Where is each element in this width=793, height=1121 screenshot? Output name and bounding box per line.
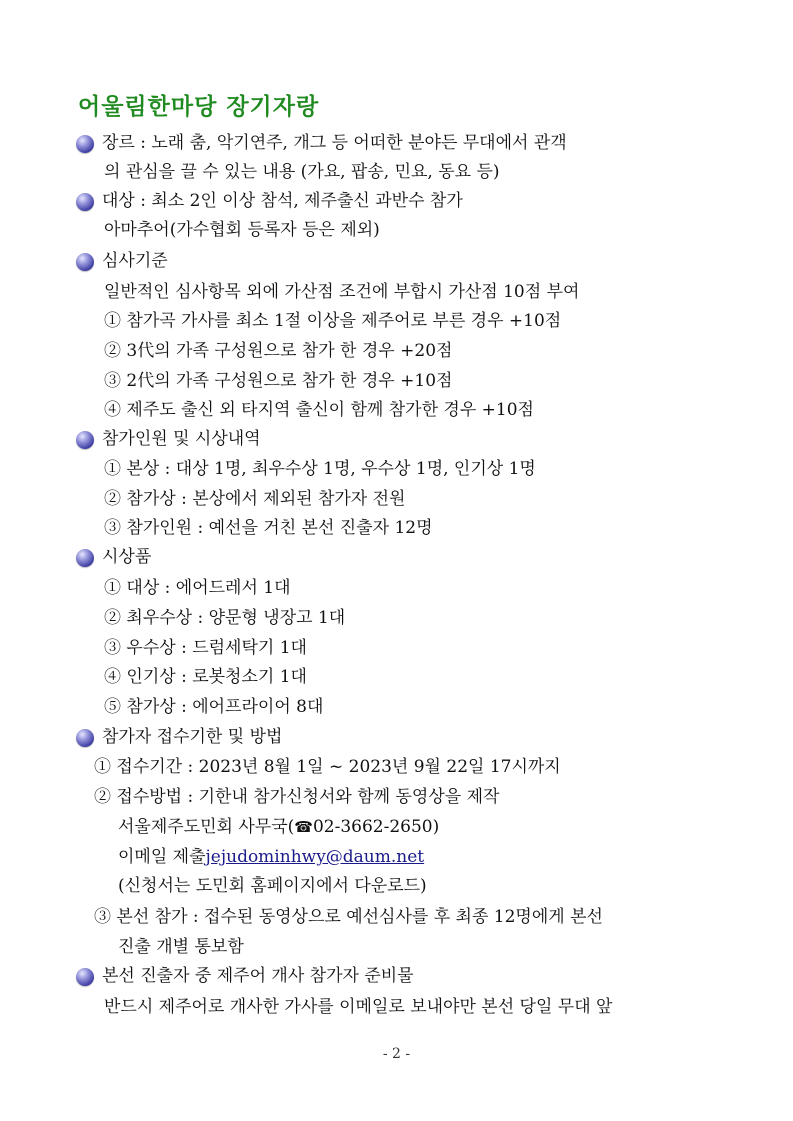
bullet-icon [76, 968, 94, 986]
text-line: ① 대상 : 에어드레서 1대 [104, 578, 291, 598]
text-line-email [118, 845, 424, 869]
text-line: 아마추어(가수협회 등록자 등은 제외) [104, 220, 380, 240]
text-line: ③ 우수상 : 드럼세탁기 1대 [104, 638, 307, 658]
text-line: 대상 : 최소 2인 이상 참석, 제주출신 과반수 참가 [102, 191, 463, 211]
email-link[interactable]: jejudominhwy@daum.net [205, 847, 425, 867]
page-number: - 2 - [382, 1046, 411, 1062]
text-line: 참가자 접수기한 및 방법 [102, 727, 283, 747]
text-line: ② 최우수상 : 양문형 냉장고 1대 [104, 608, 346, 628]
bullet-icon [76, 549, 94, 567]
text-line: ① 본상 : 대상 1명, 최우수상 1명, 우수상 1명, 인기상 1명 [104, 459, 536, 479]
text-line: 의 관심을 끌 수 있는 내용 (가요, 팝송, 민요, 동요 등) [104, 162, 500, 182]
bullet-icon [76, 431, 94, 449]
telephone-icon: ☎ [294, 818, 313, 836]
text-fragment: 이메일 제출 [118, 847, 206, 867]
text-line: ⑤ 참가상 : 에어프라이어 8대 [104, 697, 324, 717]
bullet-icon [76, 729, 94, 747]
text-line: 시상품 [102, 547, 152, 567]
bullet-icon [76, 253, 94, 271]
section-title: 어울림한마당 장기자랑 [78, 94, 320, 120]
text-line: ③ 참가인원 : 예선을 거친 본선 진출자 12명 [104, 518, 433, 538]
text-line: ③ 본선 참가 : 접수된 동영상으로 예선심사를 후 최종 12명에게 본선 [94, 907, 603, 927]
text-line: 일반적인 심사항목 외에 가산점 조건에 부합시 가산점 10점 부여 [104, 282, 580, 302]
text-line: ④ 인기상 : 로봇청소기 1대 [104, 667, 307, 687]
text-fragment: 서울제주도민회 사무국( [118, 817, 295, 837]
phone-number: 02-3662-2650) [312, 817, 440, 837]
text-line: 진출 개별 통보함 [118, 937, 244, 957]
text-line-phone [118, 815, 439, 839]
text-line: 장르 : 노래 춤, 악기연주, 개그 등 어떠한 분야든 무대에서 관객 [102, 133, 567, 153]
text-line: ① 참가곡 가사를 최소 1절 이상을 제주어로 부른 경우 +10점 [104, 311, 562, 331]
text-line: ② 접수방법 : 기한내 참가신청서와 함께 동영상을 제작 [94, 787, 500, 807]
text-line: 본선 진출자 중 제주어 개사 참가자 준비물 [102, 966, 414, 986]
text-line: 심사기준 [102, 251, 168, 271]
text-line: 반드시 제주어로 개사한 가사를 이메일로 보내야만 본선 당일 무대 앞 [104, 997, 613, 1017]
bullet-icon [76, 193, 94, 211]
text-line: (신청서는 도민회 홈페이지에서 다운로드) [118, 876, 427, 896]
text-line: ② 참가상 : 본상에서 제외된 참가자 전원 [104, 489, 406, 509]
bullet-icon [76, 135, 94, 153]
text-line: ① 접수기간 : 2023년 8월 1일 ~ 2023년 9월 22일 17시까지 [94, 757, 561, 777]
text-line: 참가인원 및 시상내역 [102, 429, 261, 449]
text-line: ② 3代의 가족 구성원으로 참가 한 경우 +20점 [104, 341, 453, 361]
text-line: ③ 2代의 가족 구성원으로 참가 한 경우 +10점 [104, 371, 453, 391]
text-line: ④ 제주도 출신 외 타지역 출신이 함께 참가한 경우 +10점 [104, 400, 534, 420]
